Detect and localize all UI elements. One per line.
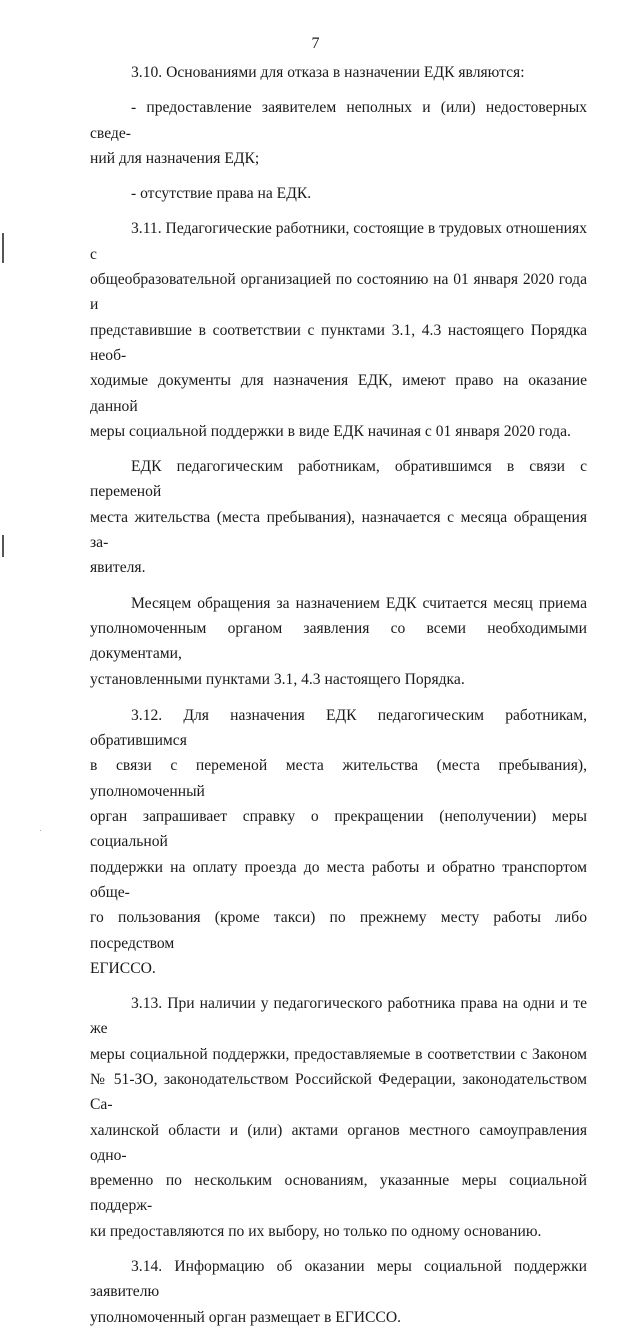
paragraph-refusal-reason-2 [90,181,587,206]
text-line: места жительства (места пребывания), назначается с месяца обращения за- [90,508,587,552]
paragraph-3-12 [90,703,587,981]
text-line: го пользования (кроме такси) по прежнему месту работы либо посредством [90,909,587,952]
text-line: 3.12. Для назначения ЕДК педагогическим работникам, обратившимся [90,706,587,750]
text-line: общеобразовательной организацией по состоянию на 01 января 2020 года и [90,271,587,314]
text-line: халинской области и (или) актами органов местного самоуправления одно- [90,1121,587,1164]
text-line: 3.11. Педагогические работники, состоящие в трудовых отношениях с [90,220,587,263]
text-line: - предоставление заявителем неполных и (или) недостоверных сведе- [90,99,587,142]
text-line: Месяцем обращения за назначением ЕДК считается месяц приема [131,594,587,612]
text-line: представившие в соответствии с пунктами 3.1, 4.3 настоящего Порядка необ- [90,321,587,364]
text-line: 3.10. Основаниями для отказа в назначении ЕДК являются: [131,64,525,81]
document-body [90,60,587,1330]
scan-edge-mark [2,535,4,557]
paragraph-3-11 [90,216,587,444]
scan-dot-mark [40,830,41,831]
paragraph-application-month [90,591,587,692]
text-line: уполномоченный орган размещает в ЕГИССО. [90,1308,401,1326]
paragraph-3-14 [90,1254,587,1330]
scan-edge-mark [2,233,4,263]
text-line: орган запрашивает справку о прекращении (неполучении) меры социальной [90,808,587,851]
text-line: меры социальной поддержки, предоставляемые в соответствии с Законом [90,1045,587,1063]
text-line: меры социальной поддержки в виде ЕДК начиная с 01 января 2020 года. [90,422,571,440]
text-line: в связи с переменой места жительства (места пребывания), уполномоченный [90,757,587,800]
text-line: ЕДК педагогическим работникам, обратившимся в связи с переменой [90,458,587,501]
text-line: - отсутствие права на ЕДК. [131,185,312,203]
paragraph-edk-relocation [90,454,587,580]
paragraph-refusal-reason-1 [90,95,587,171]
paragraph-3-13 [90,991,587,1244]
text-line: ний для назначения ЕДК; [90,149,260,167]
text-line: ходимые документы для назначения ЕДК, имеют право на оказание данной [90,372,587,415]
text-line: уполномоченным органом заявления со всеми необходимыми документами, [90,619,587,663]
text-line: временно по нескольким основаниям, указанные меры социальной поддерж- [90,1172,587,1215]
paragraph-3-10 [90,60,587,85]
text-line: 3.14. Информацию об оказании меры социальной поддержки заявителю [90,1258,587,1301]
text-line: 3.13. При наличии у педагогического работника права на одни и те же [90,995,587,1038]
text-line: ЕГИССО. [90,959,156,977]
text-line: ки предоставляются по их выбору, но только по одному основанию. [90,1222,542,1240]
text-line: установленными пунктами 3.1, 4.3 настоящего Порядка. [90,670,465,688]
page-number: 7 [311,35,320,52]
text-line: явителя. [90,559,146,577]
text-line: поддержки на оплату проезда до места работы и обратно транспортом обще- [90,858,587,901]
text-line: № 51-ЗО, законодательством Российской Федерации, законодательством Са- [90,1070,587,1114]
